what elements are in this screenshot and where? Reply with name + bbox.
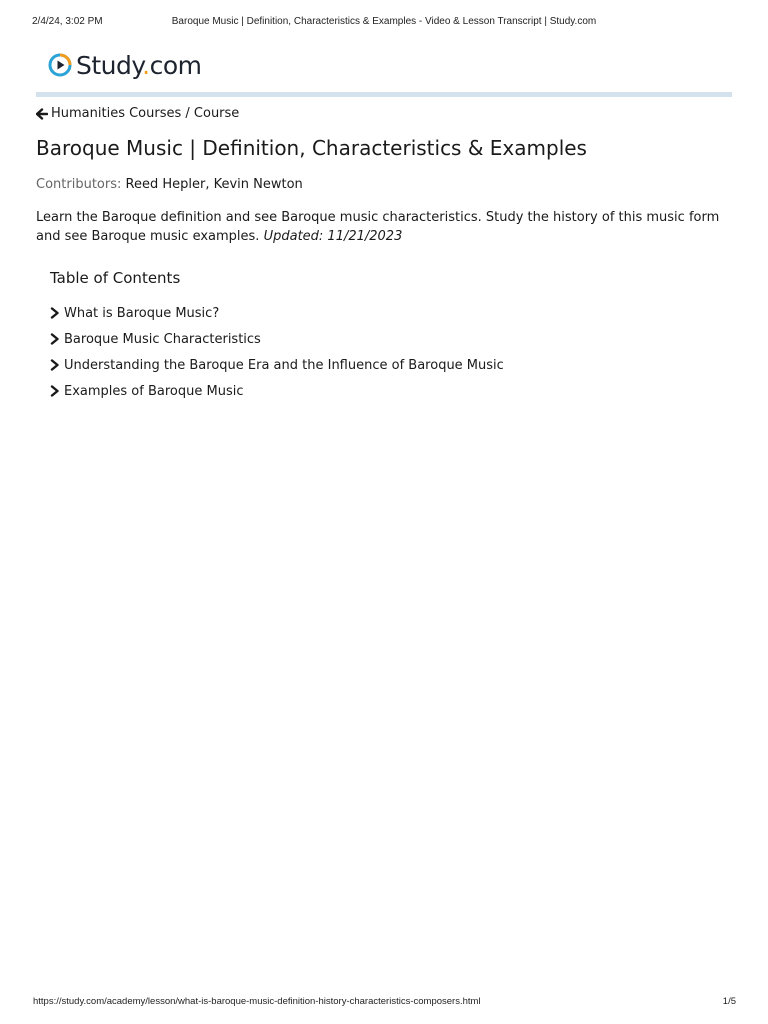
contributors — [36, 177, 303, 192]
print-footer — [33, 996, 736, 1010]
updated-date: Updated: 11/21/2023 — [263, 229, 403, 244]
toc-title: Table of Contents — [50, 269, 181, 287]
toc-item-label: What is Baroque Music? — [64, 305, 220, 321]
toc-item-label: Examples of Baroque Music — [64, 383, 244, 399]
toc-item-baroque-era[interactable] — [50, 352, 504, 378]
chevron-right-icon — [50, 385, 60, 397]
logo-text-dot: . — [142, 50, 150, 80]
toc-item-characteristics[interactable] — [50, 326, 504, 352]
logo-wordmark — [76, 51, 201, 80]
print-page-title: Baroque Music | Definition, Characteristics & Examples - Video & Lesson Transcript | Study.com — [171, 16, 597, 27]
logo-text-suffix: com — [149, 50, 202, 80]
breadcrumb-label: Humanities Courses / Course — [51, 106, 240, 121]
page-number: 1/5 — [722, 996, 736, 1007]
chevron-right-icon — [50, 333, 60, 345]
toc-item-label: Understanding the Baroque Era and the Influence of Baroque Music — [64, 357, 504, 373]
contributors-names: Reed Hepler, Kevin Newton — [125, 177, 303, 192]
play-circle-logo-icon — [48, 53, 72, 77]
print-datetime: 2/4/24, 3:02 PM — [32, 16, 103, 27]
logo-text-main: Study — [76, 50, 143, 80]
print-header — [32, 16, 736, 30]
lesson-description — [36, 208, 736, 246]
arrow-left-icon — [36, 108, 48, 120]
header-divider — [36, 92, 732, 97]
toc-item-what-is-baroque-music[interactable] — [50, 300, 504, 326]
page-title: Baroque Music | Definition, Characteristics & Examples — [36, 136, 587, 160]
print-url: https://study.com/academy/lesson/what-is-baroque-music-definition-history-characteristics-composers.html — [33, 996, 481, 1007]
study-com-logo[interactable] — [48, 50, 201, 80]
chevron-right-icon — [50, 307, 60, 319]
contributors-label: Contributors: — [36, 177, 122, 192]
chevron-right-icon — [50, 359, 60, 371]
description-text: Learn the Baroque definition and see Baroque music characteristics. Study the history of this music form and see Baroque music examples. — [36, 210, 720, 244]
table-of-contents — [50, 300, 504, 404]
toc-item-examples[interactable] — [50, 378, 504, 404]
breadcrumb[interactable] — [36, 106, 239, 121]
toc-item-label: Baroque Music Characteristics — [64, 331, 261, 347]
